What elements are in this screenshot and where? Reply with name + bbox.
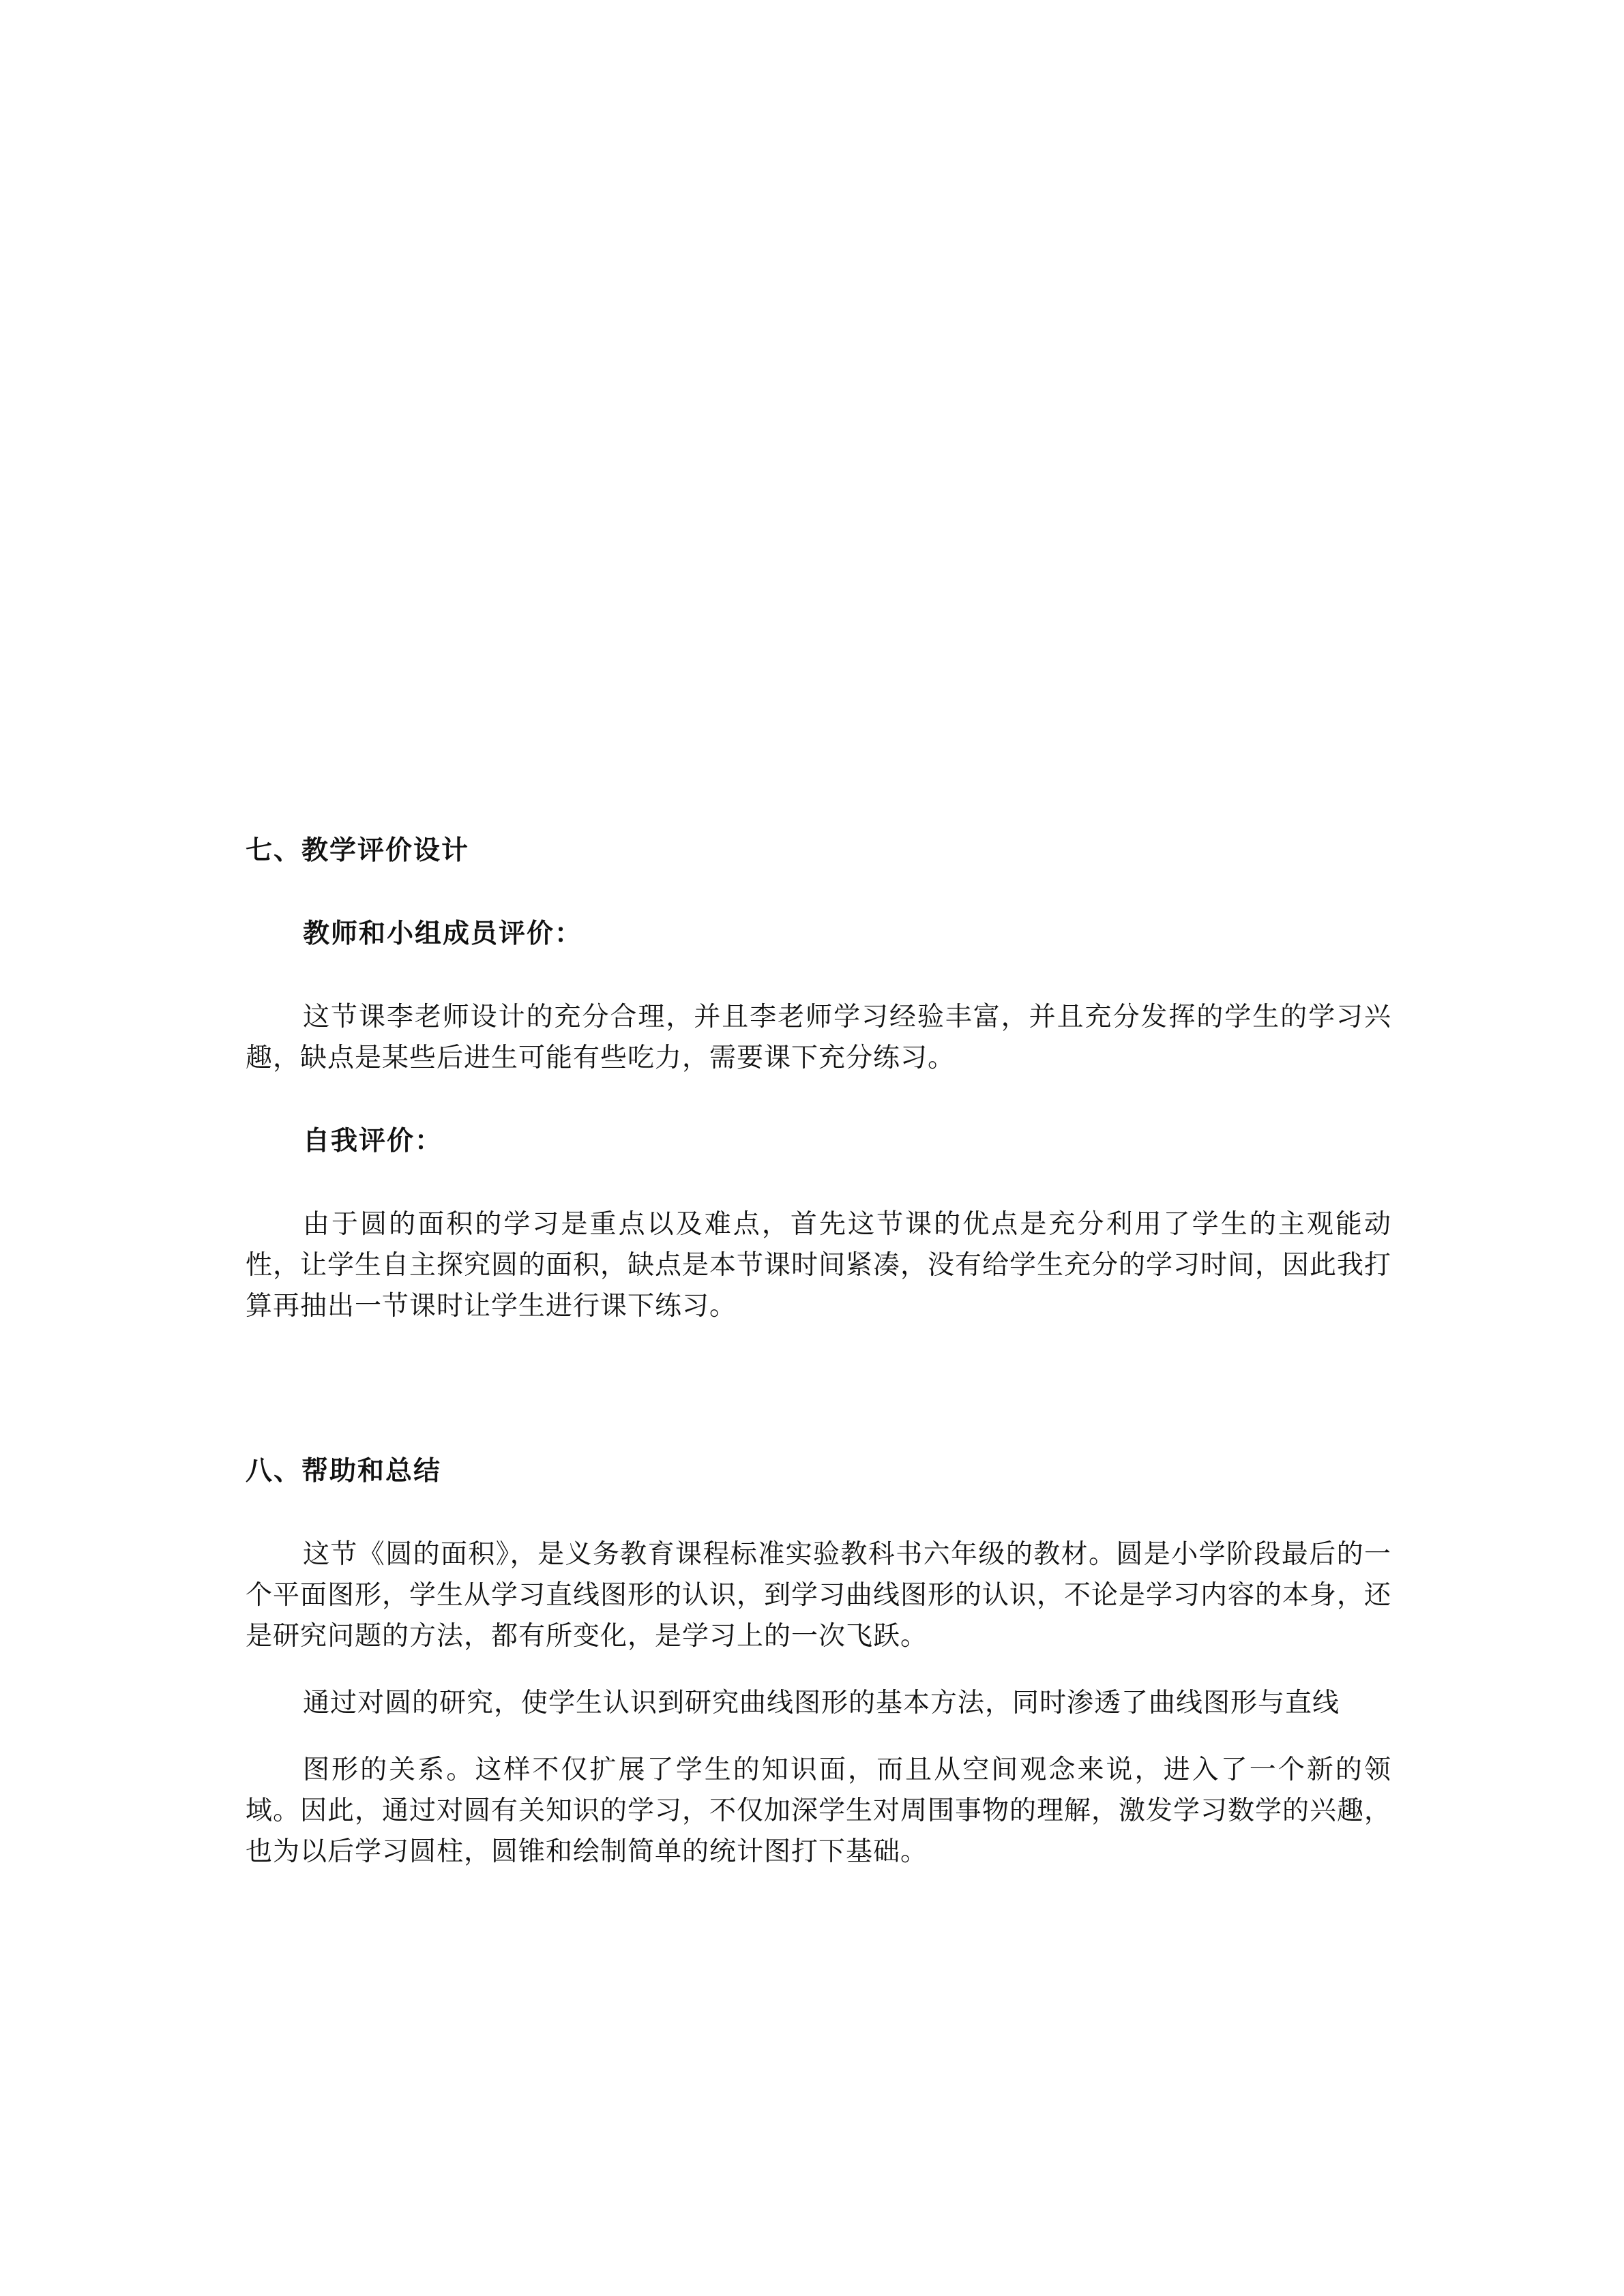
- section-spacer: [246, 1369, 1391, 1451]
- section-title-help-summary: 八、帮助和总结: [246, 1456, 442, 1487]
- subheading-teacher-group-evaluation: 教师和小组成员评价：: [303, 919, 583, 949]
- paragraph-summary-1: 这节《圆的面积》，是义务教育课程标准实验教科书六年级的教材。圆是小学阶段最后的一个平面图形，学生从学习直线图形的认识，到学习曲线图形的认识，不论是学习内容的本身，还是研究问题的方法，都有所变化，是学习上的一次飞跃。: [246, 1539, 1392, 1652]
- section-teaching-evaluation: [246, 831, 1391, 1327]
- paragraph-teacher-group-evaluation: 这节课李老师设计的充分合理，并且李老师学习经验丰富，并且充分发挥的学生的学习兴趣，缺点是某些后进生可能有些吃力，需要课下充分练习。: [246, 1002, 1391, 1073]
- paragraph-self-evaluation: 由于圆的面积的学习是重点以及难点，首先这节课的优点是充分利用了学生的主观能动性，让学生自主探究圆的面积，缺点是本节课时间紧凑，没有给学生充分的学习时间，因此我打算再抽出一节课时让学生进行课下练习。: [246, 1209, 1392, 1322]
- paragraph-summary-2: 通过对圆的研究，使学生认识到研究曲线图形的基本方法，同时渗透了曲线图形与直线: [303, 1688, 1340, 1718]
- paragraph-summary-3: 图形的关系。这样不仅扩展了学生的知识面，而且从空间观念来说，进入了一个新的领域。因此，通过对圆有关知识的学习，不仅加深学生对周围事物的理解，激发学习数学的兴趣，也为以后学习圆柱，圆锥和绘制简单的统计图打下基础。: [246, 1755, 1392, 1867]
- document-content: [246, 831, 1391, 1915]
- section-title-evaluation: 七、教学评价设计: [246, 835, 470, 866]
- subheading-self-evaluation: 自我评价：: [303, 1126, 443, 1157]
- section-help-summary: [246, 1451, 1391, 1873]
